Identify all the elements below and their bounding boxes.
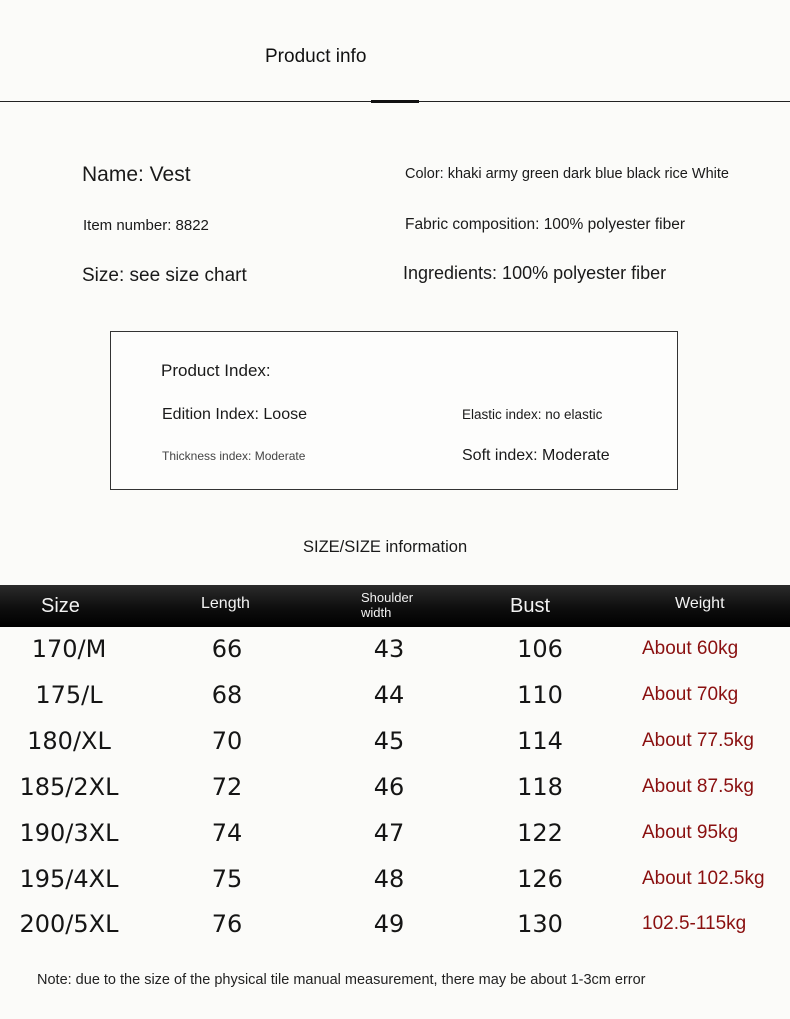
cell-length: 72 [211, 773, 243, 801]
product-name: Name: Vest [82, 163, 191, 186]
elastic-index: Elastic index: no elastic [462, 407, 603, 422]
edition-index: Edition Index: Loose [162, 406, 307, 423]
cell-bust: 114 [517, 727, 563, 755]
table-row [0, 910, 790, 956]
cell-shoulder: 44 [373, 681, 405, 709]
table-row [0, 773, 790, 819]
table-row [0, 727, 790, 773]
page-title: Product info [265, 46, 367, 67]
cell-shoulder: 49 [373, 910, 405, 938]
active-tab-indicator [371, 100, 419, 103]
cell-length: 74 [211, 819, 243, 847]
table-row [0, 635, 790, 681]
soft-index: Soft index: Moderate [462, 447, 610, 464]
header-weight: Weight [675, 595, 725, 612]
table-row [0, 681, 790, 727]
product-ingredients: Ingredients: 100% polyester fiber [403, 263, 667, 283]
product-color: Color: khaki army green dark blue black rice White [405, 166, 729, 182]
fabric-composition: Fabric composition: 100% polyester fiber [405, 216, 685, 233]
header-length: Length [201, 595, 250, 612]
cell-shoulder: 48 [373, 865, 405, 893]
measurement-note: Note: due to the size of the physical tile manual measurement, there may be about 1-3cm error [37, 972, 646, 988]
cell-weight: About 60kg [642, 638, 739, 659]
product-size: Size: see size chart [82, 265, 247, 286]
cell-length: 70 [211, 727, 243, 755]
cell-size: 195/4XL [19, 865, 119, 893]
cell-weight: About 95kg [642, 822, 739, 843]
size-section-title: SIZE/SIZE information [303, 538, 468, 556]
cell-size: 185/2XL [19, 773, 119, 801]
cell-bust: 130 [517, 910, 563, 938]
thickness-index: Thickness index: Moderate [162, 449, 306, 463]
cell-length: 75 [211, 865, 243, 893]
cell-bust: 106 [517, 635, 563, 663]
header-shoulder-line2: width [361, 605, 392, 620]
cell-size: 170/M [31, 635, 107, 663]
header-shoulder-width [361, 590, 413, 620]
header-bust: Bust [510, 595, 551, 617]
cell-weight: About 77.5kg [642, 730, 754, 751]
header-shoulder-line1: Shoulder [361, 590, 414, 605]
cell-bust: 110 [517, 681, 563, 709]
cell-weight: About 102.5kg [642, 868, 765, 889]
cell-weight: About 87.5kg [642, 776, 754, 797]
cell-bust: 126 [517, 865, 563, 893]
cell-shoulder: 47 [373, 819, 405, 847]
cell-weight: 102.5-115kg [642, 913, 747, 934]
cell-weight: About 70kg [642, 684, 739, 705]
table-row [0, 819, 790, 865]
table-header [0, 585, 790, 627]
cell-size: 200/5XL [19, 910, 119, 938]
cell-bust: 118 [517, 773, 563, 801]
cell-length: 66 [211, 635, 243, 663]
cell-bust: 122 [517, 819, 563, 847]
cell-size: 180/XL [27, 727, 111, 755]
item-number: Item number: 8822 [83, 217, 209, 234]
table-row [0, 865, 790, 911]
cell-length: 76 [211, 910, 243, 938]
header-size: Size [41, 595, 80, 617]
cell-shoulder: 43 [373, 635, 405, 663]
cell-size: 190/3XL [19, 819, 119, 847]
cell-size: 175/L [35, 681, 103, 709]
cell-length: 68 [211, 681, 243, 709]
cell-shoulder: 46 [373, 773, 405, 801]
cell-shoulder: 45 [373, 727, 405, 755]
product-index-title: Product Index: [161, 361, 271, 380]
